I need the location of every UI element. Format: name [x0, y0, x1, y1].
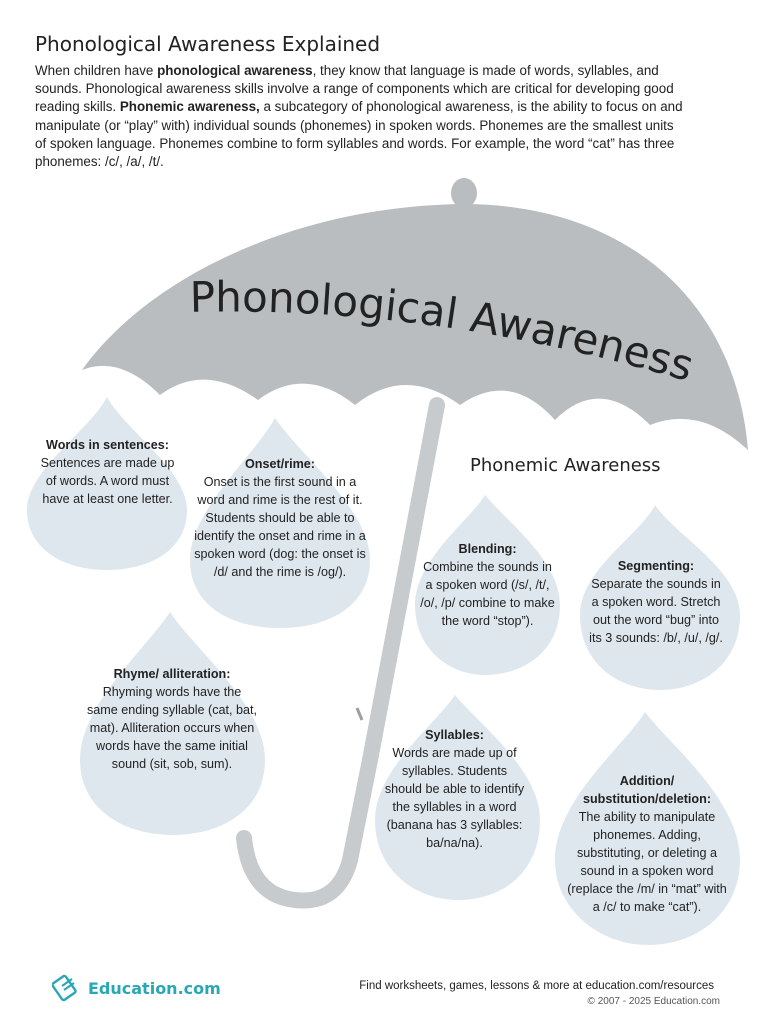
umbrella-title: Phonological Awareness [189, 272, 700, 391]
drop-body: Sentences are made up of words. A word must have at least one letter. [40, 456, 175, 506]
drop-text-onset [190, 455, 370, 581]
drop-body: Separate the sounds in a spoken word. Stretch out the word “bug” into its 3 sounds: /b/, /u/, /g/. [589, 577, 723, 645]
handle-grip-mark [357, 708, 362, 720]
phonemic-awareness-label: Phonemic Awareness [470, 455, 661, 476]
footer-copyright: © 2007 - 2025 Education.com [587, 996, 720, 1007]
drop-text-segmenting [588, 557, 724, 647]
drop-body: The ability to manipulate phonemes. Adding, substituting, or deleting a sound in a spoken word (replace the /m/ in “mat” with a /c/ to make “cat”). [567, 810, 727, 914]
logo-text: Education.com [88, 978, 221, 998]
drop-text-addition [562, 772, 732, 916]
drop-heading: Rhyme/ alliteration: [113, 667, 231, 681]
drop-heading: Syllables: [425, 728, 484, 742]
education-logo-icon [52, 972, 84, 1004]
education-logo[interactable] [52, 972, 221, 1004]
drop-heading: Addition/ substitution/deletion: [582, 774, 712, 806]
drop-text-syllables [382, 726, 527, 852]
drop-text-rhyme [86, 665, 258, 773]
umbrella-tip [451, 178, 477, 208]
drop-heading: Onset/rime: [245, 457, 315, 471]
drop-text-blending [420, 540, 555, 630]
drop-text-words [35, 436, 180, 508]
drop-body: Rhyming words have the same ending syllable (cat, bat, mat). Alliteration occurs when words have the same initial sound (sit, sob, sum). [86, 685, 258, 771]
drop-heading: Segmenting: [617, 559, 695, 573]
page-title: Phonological Awareness Explained [35, 32, 381, 56]
footer-note[interactable]: Find worksheets, games, lessons & more at education.com/resources [359, 980, 714, 992]
drop-body: Onset is the first sound in a word and rime is the rest of it. Students should be able to identify the onset and rime in a spoken word (dog: the onset is /d/ and the rime is /og/). [194, 475, 366, 579]
intro-paragraph: When children have phonological awareness, they know that language is made of words, syllables, and sounds. Phonological awareness skills involve a range of components which are critical for developing good reading skills. Phonemic awareness, a subcategory of phonological awareness, is the ability to focus on and manipulate (or “play” with) individual sounds (phonemes) in spoken words. Phonemes are the smallest units of spoken language. Phonemes combine to form syllables and words. For example, the word “cat” has three phonemes: /c/, /a/, /t/. [35, 63, 683, 170]
drop-heading: Words in sentences: [46, 438, 169, 452]
drop-body: Combine the sounds in a spoken word (/s/, /t/, /o/, /p/ combine to make the word “stop”). [420, 560, 555, 628]
drop-heading: Blending: [458, 542, 517, 556]
umbrella-handle [244, 760, 370, 901]
drop-body: Words are made up of syllables. Students should be able to identify the syllables in a word (banana has 3 syllables: ba/na/na). [384, 746, 525, 850]
